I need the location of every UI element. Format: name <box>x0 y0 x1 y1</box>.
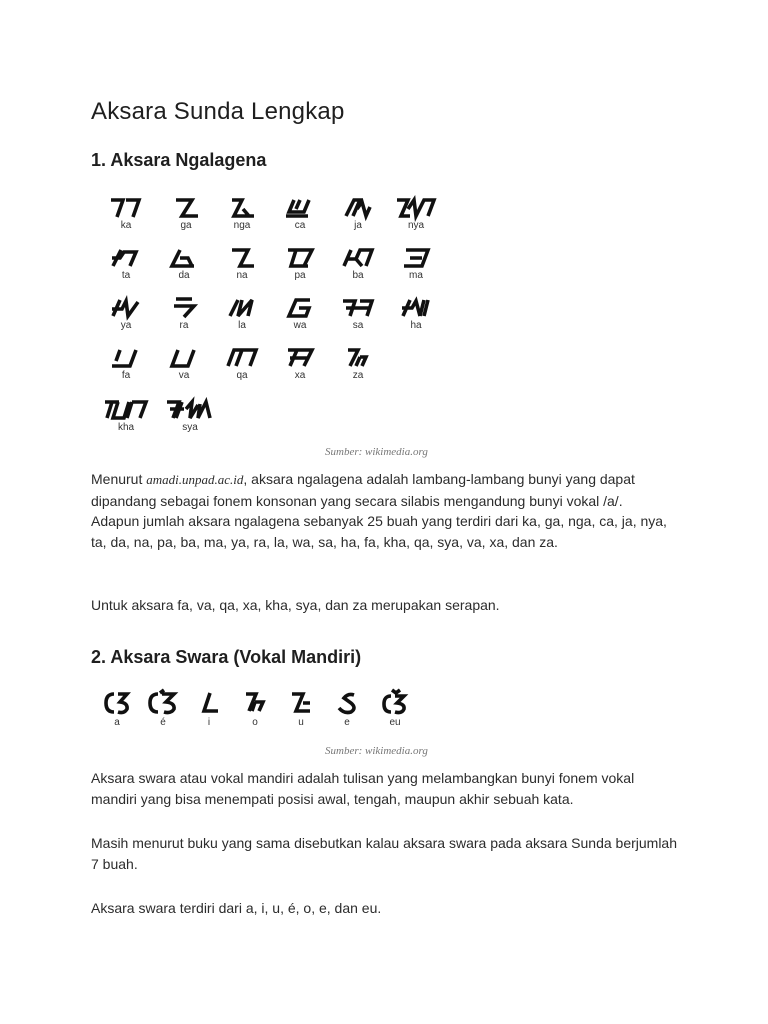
paragraph-swara-count: Masih menurut buku yang sama disebutkan kalau aksara swara pada aksara Sunda berjumlah 7 buah. <box>91 835 678 872</box>
pa-glyph-icon <box>272 247 328 269</box>
letter-label: va <box>178 370 190 381</box>
fa-glyph-icon <box>98 347 154 369</box>
paragraph-swara-definition: Aksara swara atau vokal mandiri adalah tulisan yang melambangkan bunyi fonem vokal mandiri yang bisa menempati posisi awal, tengah, maupun akhir sebuah kata. <box>91 770 635 807</box>
ya-glyph-icon <box>98 297 154 319</box>
letter-label: ha <box>410 320 422 331</box>
letter-label: nga <box>233 220 251 231</box>
da-glyph-icon <box>156 247 212 269</box>
nga-glyph-icon <box>214 197 270 219</box>
letter-label: sa <box>352 320 364 331</box>
letter-label: ba <box>352 270 364 281</box>
letter-label: ca <box>294 220 306 231</box>
nya-glyph-icon <box>388 197 444 219</box>
section-heading-swara: 2. Aksara Swara (Vokal Mandiri) <box>91 647 362 667</box>
source-citation: amadi.unpad.ac.id <box>146 472 244 487</box>
letter-ja <box>330 197 386 231</box>
letter-ra <box>156 297 212 331</box>
letter-label: nya <box>407 220 425 231</box>
letter-label: la <box>238 320 246 331</box>
letter-ba <box>330 247 386 281</box>
ga-glyph-icon <box>158 197 214 219</box>
sa-glyph-icon <box>330 297 386 319</box>
ma-glyph-icon <box>388 247 444 269</box>
letter-fa <box>98 347 154 381</box>
vowel-label: u <box>298 717 304 728</box>
letter-ta <box>98 247 154 281</box>
letter-label: fa <box>121 370 131 381</box>
letter-sya <box>162 399 218 433</box>
letter-label: sya <box>182 422 198 433</box>
vowel-label: i <box>207 717 211 728</box>
letter-label: da <box>178 270 190 281</box>
vowel-label: eu <box>389 717 401 728</box>
xa-glyph-icon <box>272 347 328 369</box>
letter-label: ga <box>180 220 192 231</box>
paragraph-swara-list: Aksara swara terdiri dari a, i, u, é, o, e, dan eu. <box>91 900 382 916</box>
letter-label: ra <box>179 320 189 331</box>
letter-da <box>156 247 212 281</box>
wa-glyph-icon <box>272 297 328 319</box>
letter-va <box>156 347 212 381</box>
eu-glyph-icon <box>367 690 423 716</box>
image-caption-ngalagena: Sumber: wikimedia.org <box>325 446 428 458</box>
letter-label: ma <box>409 270 423 281</box>
letter-label: wa <box>293 320 307 331</box>
ta-glyph-icon <box>98 247 154 269</box>
la-glyph-icon <box>214 297 270 319</box>
qa-glyph-icon <box>214 347 270 369</box>
letter-pa <box>272 247 328 281</box>
vowel-label: a <box>114 717 120 728</box>
letter-label: ya <box>120 320 132 331</box>
letter-label: ta <box>121 270 131 281</box>
letter-ya <box>98 297 154 331</box>
letter-label: kha <box>117 422 135 433</box>
letter-label: qa <box>236 370 248 381</box>
letter-ka <box>98 197 154 231</box>
image-caption-swara: Sumber: wikimedia.org <box>325 745 428 757</box>
letter-nga <box>214 197 270 231</box>
letter-ma <box>388 247 444 281</box>
va-glyph-icon <box>156 347 212 369</box>
vowel-eu <box>367 690 423 728</box>
letter-label: xa <box>294 370 306 381</box>
letter-wa <box>272 297 328 331</box>
ka-glyph-icon <box>98 197 154 219</box>
letter-label: pa <box>294 270 306 281</box>
paragraph-loanwords: Untuk aksara fa, va, qa, xa, kha, sya, dan za merupakan serapan. <box>91 597 500 613</box>
ca-glyph-icon <box>272 197 328 219</box>
letter-kha <box>98 399 154 433</box>
vowel-label: é <box>160 717 166 728</box>
letter-qa <box>214 347 270 381</box>
letter-label: na <box>236 270 248 281</box>
kha-glyph-icon <box>98 399 154 421</box>
letter-sa <box>330 297 386 331</box>
page-title: Aksara Sunda Lengkap <box>91 98 345 125</box>
za-glyph-icon <box>330 347 386 369</box>
ba-glyph-icon <box>330 247 386 269</box>
letter-xa <box>272 347 328 381</box>
paragraph-count: Adapun jumlah aksara ngalagena sebanyak 25 buah yang terdiri dari ka, ga, nga, ca, ja, nya, ta, da, na, pa, ba, ma, ya, ra, la, wa, sa, ha, fa, kha, qa, sya, va, xa, dan za. <box>91 513 667 550</box>
paragraph-definition-rest: , aksara ngalagena adalah lambang-lambang bunyi yang dapat dipandang sebagai fonem konsonan yang secara silabis mengandung bunyi vokal /a/. <box>91 471 635 509</box>
letter-ha <box>388 297 444 331</box>
letter-label: ja <box>354 220 362 231</box>
ja-glyph-icon <box>330 197 386 219</box>
letter-label: ka <box>120 220 132 231</box>
vowel-label: e <box>344 717 350 728</box>
letter-ga <box>158 197 214 231</box>
paragraph-definition <box>91 469 681 552</box>
paragraph-definition-prefix: Menurut <box>91 471 147 487</box>
sya-glyph-icon <box>162 399 218 421</box>
letter-label: za <box>352 370 364 381</box>
letter-na <box>214 247 270 281</box>
vowel-label: o <box>252 717 258 728</box>
section-heading-ngalagena: 1. Aksara Ngalagena <box>91 150 267 170</box>
na-glyph-icon <box>214 247 270 269</box>
letter-za <box>330 347 386 381</box>
letter-ca <box>272 197 328 231</box>
ha-glyph-icon <box>388 297 444 319</box>
ra-glyph-icon <box>156 297 212 319</box>
letter-la <box>214 297 270 331</box>
letter-nya <box>388 197 444 231</box>
